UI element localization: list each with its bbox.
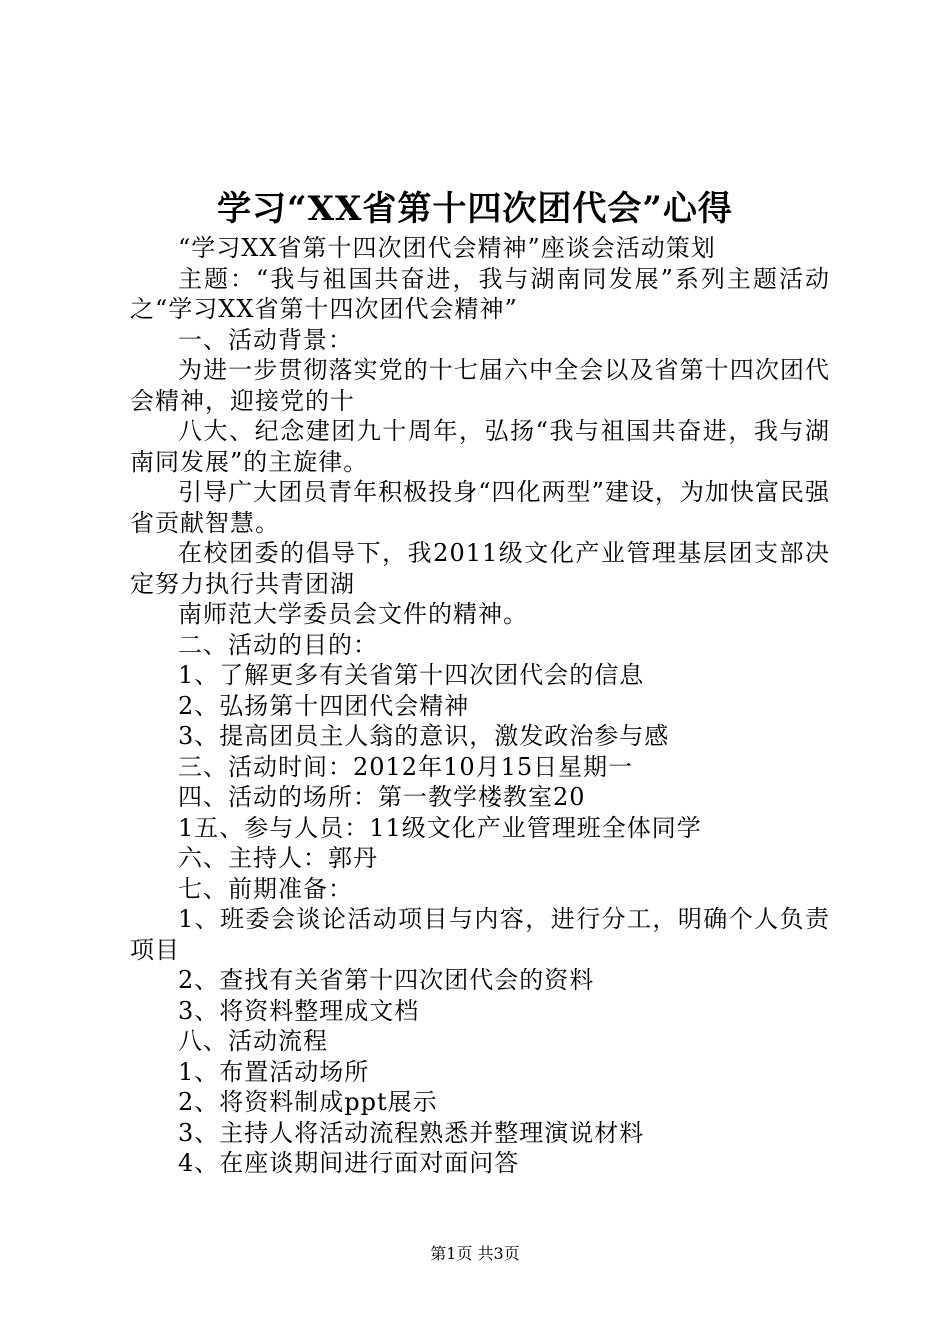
paragraph: 为进一步贯彻落实党的十七届六中全会以及省第十四次团代会精神，迎接党的十 bbox=[130, 356, 830, 415]
paragraph: 一、活动背景： bbox=[178, 325, 353, 354]
paragraph: 在校团委的倡导下，我2011级文化产业管理基层团支部决定努力执行共青团湖 bbox=[130, 539, 830, 598]
document-body bbox=[130, 233, 830, 1179]
paragraph: 3、主持人将活动流程熟悉并整理演说材料 bbox=[178, 1118, 645, 1147]
paragraph: 1、布置活动场所 bbox=[178, 1057, 370, 1086]
paragraph: 三、活动时间：2012年10月15日星期一 bbox=[178, 752, 634, 781]
paragraph: 1、班委会谈论活动项目与内容，进行分工，明确个人负责项目 bbox=[130, 905, 830, 964]
paragraph: 2、将资料制成ppt展示 bbox=[178, 1088, 438, 1116]
paragraph: 1五、参与人员：11级文化产业管理班全体同学 bbox=[178, 813, 702, 842]
paragraph: 四、活动的场所：第一教学楼教室20 bbox=[178, 783, 586, 811]
paragraph: 六、主持人：郭丹 bbox=[178, 844, 378, 872]
paragraph: 主题：“我与祖国共奋进，我与湖南同发展”系列主题活动之“学习XX省第十四次团代会精神” bbox=[130, 264, 830, 323]
paragraph: 八大、纪念建团九十周年，弘扬“我与祖国共奋进，我与湖南同发展”的主旋律。 bbox=[130, 417, 830, 476]
paragraph: 引导广大团员青年积极投身“四化两型”建设，为加快富民强省贡献智慧。 bbox=[130, 478, 830, 537]
paragraph: 4、在座谈期间进行面对面问答 bbox=[178, 1149, 520, 1177]
document-title: 学习“XX省第十四次团代会”心得 bbox=[217, 189, 733, 229]
paragraph: 2、查找有关省第十四次团代会的资料 bbox=[178, 966, 595, 994]
paragraph: 八、活动流程 bbox=[178, 1027, 328, 1055]
paragraph: 2、弘扬第十四团代会精神 bbox=[178, 691, 470, 720]
paragraph: 1、了解更多有关省第十四次团代会的信息 bbox=[178, 661, 645, 689]
paragraph: 二、活动的目的： bbox=[178, 630, 378, 659]
paragraph: 3、将资料整理成文档 bbox=[178, 996, 420, 1025]
page-footer: 第1页 共3页 bbox=[430, 1244, 520, 1263]
paragraph: 3、提高团员主人翁的意识，激发政治参与感 bbox=[178, 722, 670, 750]
paragraph: 七、前期准备： bbox=[178, 874, 353, 903]
paragraph: “学习XX省第十四次团代会精神”座谈会活动策划 bbox=[178, 234, 716, 262]
paragraph: 南师范大学委员会文件的精神。 bbox=[178, 600, 528, 628]
